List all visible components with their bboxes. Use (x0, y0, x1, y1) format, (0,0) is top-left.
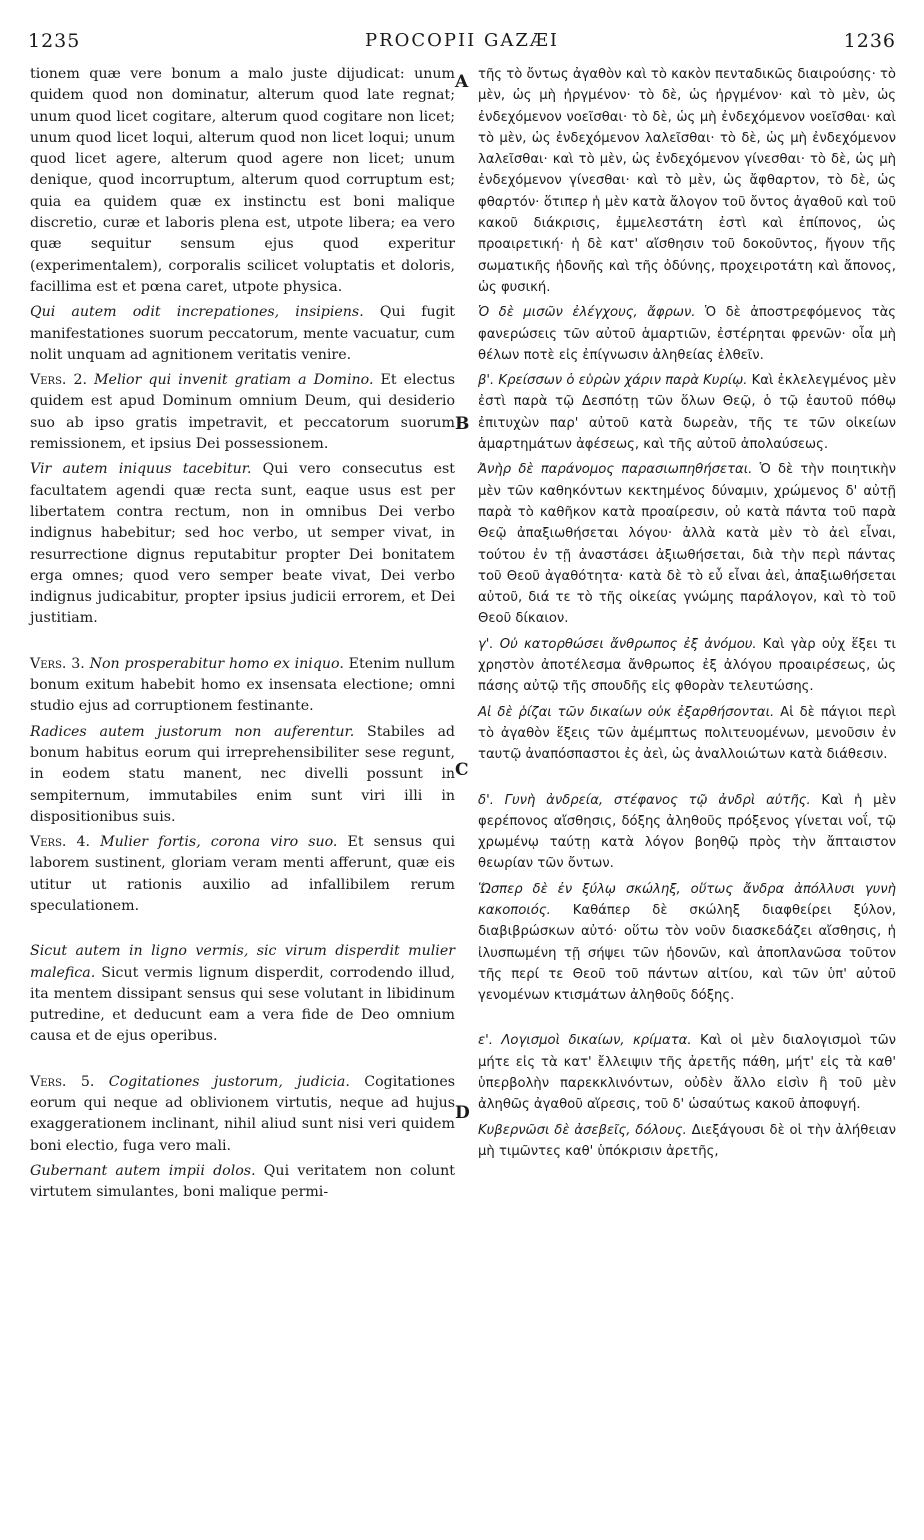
latin-paragraph (30, 302, 455, 366)
latin-paragraph (30, 722, 455, 828)
commentary: Stabiles ad bonum habitus eorum qui irreprehensibiliter sese regunt, in eodem statu manent, nec divelli possunt in sempiternum, immutabiles enim sunt viri illi in dispositionibus suis. (30, 723, 455, 825)
verse-number: Vers. 2. (30, 372, 87, 389)
verse-number: Vers. 4. (30, 834, 91, 851)
commentary: Καὶ ἐκλελεγμένος μὲν ἐστὶ παρὰ τῷ Δεσπότῃ τῶν ὅλων Θεῷ, ὁ τῷ ἑαυτοῦ πόθῳ ἐπιτυχὼν παρ' αὐτοῦ κατὰ δωρεὰν, τῆς τε τῶν οἰκείων ἁμαρτημάτων ἀφέσεως, καὶ τῆς αὐτοῦ ἀπολαύσεως. (478, 373, 896, 453)
greek-column (478, 64, 896, 1166)
latin-paragraph (30, 1072, 455, 1157)
margin-marker-c: C (455, 760, 469, 780)
commentary: Etenim nullum bonum exitum habebit homo ex insensata electione; omni studio ejus ad corruptionem festinante. (30, 655, 455, 715)
lemma: ε'. Λογισμοὶ δικαίων, κρίματα. (478, 1033, 692, 1049)
lemma: Cogitationes justorum, judicia. (94, 1073, 350, 1090)
latin-paragraph (30, 64, 455, 298)
commentary: Καὶ ἡ μὲν φερέπονος αἴσθησις, δόξης ἀληθοῦς πρόξενος γίνεται νοΐ, τῷ χρωμένῳ ταύτῃ κατὰ λόγον βοηθῷ πρὸς τὴν ἄπταιστον θεωρίαν τῶν ὄντων. (478, 792, 897, 872)
greek-paragraph (478, 302, 896, 366)
lemma: Κυβερνῶσι δὲ ἀσεβεῖς, δόλους. (478, 1122, 687, 1138)
lemma: Qui autem odit increpationes, insipiens. (30, 304, 364, 321)
greek-paragraph (478, 64, 896, 298)
lemma: δ'. Γυνὴ ἀνδρεία, στέφανος τῷ ἀνδρὶ αὐτῆς. (478, 792, 811, 808)
greek-paragraph (478, 1030, 896, 1115)
commentary: Διεξάγουσι δὲ οἱ τὴν ἀλήθειαν μὴ τιμῶντες καθ' ὑπόκρισιν ἀρετῆς, (478, 1122, 896, 1159)
lemma: Ὁ δὲ μισῶν ἐλέγχους, ἄφρων. (478, 305, 696, 321)
commentary: Qui veritatem non colunt virtutem simulantes, boni malique permi- (30, 1162, 456, 1201)
commentary: Et electus quidem est apud Dominum omnium Deum, qui desiderio suo ab ipso gratis impetravit, et peccatorum suorum remissionem, et ipsius Dei possessionem. (30, 372, 455, 453)
page-number-left: 1235 (28, 30, 81, 52)
greek-paragraph (478, 459, 896, 629)
lemma: β'. Κρείσσων ὁ εὑρὼν χάριν παρὰ Κυρίῳ. (478, 373, 748, 389)
lemma: Αἱ δὲ ῥίζαι τῶν δικαίων οὐκ ἐξαρθήσονται. (478, 704, 775, 720)
greek-paragraph (478, 370, 896, 455)
latin-paragraph (30, 370, 455, 455)
commentary: Καθάπερ δὲ σκώληξ διαφθείρει ξύλον, διαβιβρώσκων αὐτό· οὕτω τὸν νοῦν διασκεδάζει αἴσθησις, ἡ ἰλυσπωμένη τῇ σήψει τῶν ἡδονῶν, καὶ ἀποπλανῶσα τοῦτον τῆς περί τε Θεοῦ τοῦ πάντων αἰτίου, καὶ τῶν ὑπ' αὐτοῦ γενομένων κτισμάτων ἀληθοῦς δόξης. (478, 902, 896, 1004)
commentary: Ὁ δὲ ἀποστρεφόμενος τὰς φανερώσεις τῶν αὐτοῦ ἁμαρτιῶν, ἐστέρηται φρενῶν· οἷα μὴ θέλων ποτὲ εἰς ἐπίγνωσιν ἀληθείας ἐλθεῖν. (478, 305, 897, 363)
page-number-right: 1236 (843, 30, 896, 52)
greek-paragraph (478, 790, 896, 875)
commentary: Καὶ οἱ μὲν διαλογισμοὶ τῶν μήτε εἰς τὰ κατ' ἔλλειψιν τῆς ἀρετῆς πάθη, μήτ' εἰς τὰ καθ' ὑπερβολὴν παρεκκλινόντων, οὐδὲν ἄλλο εἰσὶν ἢ τοῦ μὲν ἀληθῶς ἀγαθοῦ αἵρεσις, τοῦ δ' ὡσαύτως κακοῦ ἀποφυγή. (478, 1033, 896, 1113)
commentary: Et sensus qui laborem sustinent, gloriam veram menti afferunt, quæ eis utitur ut rationis auxilio ad infallibilem rerum speculationem. (30, 834, 456, 914)
lemma: Non prosperabitur homo ex iniquo. (84, 655, 344, 672)
commentary: Cogitationes eorum qui neque ad oblivionem virtutis, neque ad hujus exaggerationem inclinant, nihil aliud sunt nisi veri quidem boni electio, fuga vero mali. (30, 1073, 455, 1154)
commentary: Sicut vermis lignum disperdit, corrodendo illud, ita mentem dissipant sensus qui sese volutant in libidinum putredine, et deducunt eam a vera fide de Deo omnium causa et de ejus operibus. (30, 964, 455, 1045)
verse-number: Vers. 5. (30, 1073, 95, 1090)
commentary: Qui fugit manifestationes suorum peccatorum, mente vacuatur, cum nolit unquam ad agnitionem veritatis venire. (30, 304, 455, 363)
lemma: Mulier fortis, corona viro suo. (90, 834, 338, 851)
running-title: PROCOPII GAZÆI (364, 30, 560, 51)
lemma: γ'. Οὐ κατορθώσει ἄνθρωπος ἐξ ἀνόμου. (478, 636, 757, 652)
lemma: Sicut autem in ligno vermis, sic virum disperdit mulier malefica. (30, 943, 455, 981)
lemma: Melior qui invenit gratiam a Domino. (87, 372, 374, 389)
commentary: Καὶ γὰρ οὐχ ἕξει τι χρηστὸν ἀποτέλεσμα ἄνθρωπος ἐξ ἀλόγου προαιρέσεως, ὡς πάσης αὐτῷ τῆς σπουδῆς εἰς φθορὰν τελευτώσης. (478, 636, 896, 695)
lemma: Vir autem iniquus tacebitur. (30, 461, 252, 478)
greek-paragraph (478, 634, 896, 698)
greek-paragraph (478, 1120, 896, 1163)
lemma: Ὥσπερ δὲ ἐν ξύλῳ σκώληξ, οὕτως ἄνδρα ἀπόλλυσι γυνὴ κακοποιός. (478, 881, 896, 918)
commentary: Ὁ δὲ τὴν ποιητικὴν μὲν τῶν καθηκόντων κεκτημένος δύναμιν, χρώμενος δ' αὐτῇ παρὰ τὸ καθῆκον κατὰ προαίρεσιν, οὐ κατὰ πάντα τοῦ παρὰ Θεῷ ἀπαξιωθήσεται λόγου· ἀλλὰ κατὰ μὲν τὸ ἀεὶ εἶναι, τούτου ἐν τῇ ἀναστάσει ἀξιωθήσεται, διὰ τὴν περὶ πάντας τοῦ Θεοῦ ἀγαθότητα· κατὰ δὲ τὸ εὖ εἶναι ἀεὶ, ἀπαξιωθήσεται αὐτοῦ, διά τε τὸ τῆς οἰκείας γνώμης παράλογον, καὶ τὸ τοῦ Θεοῦ δίκαιον. (478, 462, 896, 627)
margin-marker-d: D (455, 1103, 470, 1123)
commentary: Qui vero consecutus est facultatem agendi quæ recta sunt, eaque usus est per libertatem contra rectum, non in omnibus Dei verbo indignus habebitur; sed hoc verbo, ut semper vivat, in resurrectione dignus reputabitur propter Dei bonitatem erga omnes; quod vero semper beate vivat, Dei verbo indignus judicabitur, propter ipsius judicii errorem, et Dei justitiam. (30, 461, 455, 627)
margin-marker-b: B (455, 414, 470, 434)
greek-paragraph (478, 879, 896, 1007)
latin-column (30, 64, 455, 1208)
latin-paragraph (30, 832, 455, 917)
latin-paragraph (30, 654, 455, 718)
commentary: Αἱ δὲ πάγιοι περὶ τὸ ἀγαθὸν ἕξεις τῶν ἀμέμπτως πολιτευομένων, μενοῦσιν ἐν ταυτῷ ἀναπόσπαστοι ἐς ἀεὶ, ὡς ἀναλλοιώτων κατὰ διάθεσιν. (478, 704, 897, 763)
commentary: tionem quæ vere bonum a malo juste dijudicat: unum quidem quod non dominatur, alterum quod late regnat; unum quod licet cogitare, alterum quod cogitare non licet; unum quod licet loqui, alterum quod non licet loqui; unum quod licet agere, alterum quod agere non licet; unum denique, quod incorruptum, alterum quod corruptum est; quia ea quidem quæ ex instinctu est boni malique discretio, curæ et laboris plena est, utpote libera; ea vero quæ sequitur sensum ejus quod experitur (experimentalem), corporalis scilicet voluptatis et doloris, facillima est et pœna caret, utpote physica. (30, 66, 455, 295)
latin-paragraph (30, 1161, 455, 1204)
lemma: Gubernant autem impii dolos. (30, 1162, 256, 1179)
lemma: Radices autem justorum non auferentur. (30, 723, 355, 740)
lemma: Ἀνὴρ δὲ παράνομος παρασιωπηθήσεται. (478, 462, 753, 478)
verse-number: Vers. 3. (30, 655, 85, 672)
latin-paragraph (30, 459, 455, 629)
margin-marker-a: A (455, 72, 469, 92)
latin-paragraph (30, 941, 455, 1047)
commentary: τῆς τὸ ὄντως ἀγαθὸν καὶ τὸ κακὸν πενταδικῶς διαιρούσης· τὸ μὲν, ὡς μὴ ἠργμένον· τὸ δὲ, ὡς ἠργμένον· καὶ τὸ μὲν, ὡς ἐνδεχόμενον νοεῖσθαι· τὸ δὲ, ὡς μὴ ἐνδεχόμενον νοεῖσθαι· καὶ τὸ μὲν, ὡς ἐνδεχόμενον λαλεῖσθαι· τὸ δὲ, ὡς μὴ ἐνδεχόμενον λαλεῖσθαι· καὶ τὸ μὲν, ὡς ἐνδεχόμενον γίνεσθαι· τὸ δὲ, ὡς μὴ ἐνδεχόμενον γίνεσθαι· καὶ τὸ μὲν, ὡς ἄφθαρτον, τὸ δὲ, ὡς φθαρτόν· ὅτιπερ ἡ μὲν κατὰ ἄλογον τοῦ ὄντος ἀγαθοῦ καὶ τοῦ κακοῦ διάκρισις, ἐμμελεστάτη ἐστὶ καὶ ἐπίπονος, ὡς προαιρετική· ἡ δὲ κατ' αἴσθησιν τοῦ δοκοῦντος, ἤγουν τῆς σωματικῆς ἡδονῆς καὶ τῆς ὀδύνης, προχειροτάτη καὶ ἄπονος, ὡς φυσική. (478, 67, 896, 295)
greek-paragraph (478, 702, 896, 766)
